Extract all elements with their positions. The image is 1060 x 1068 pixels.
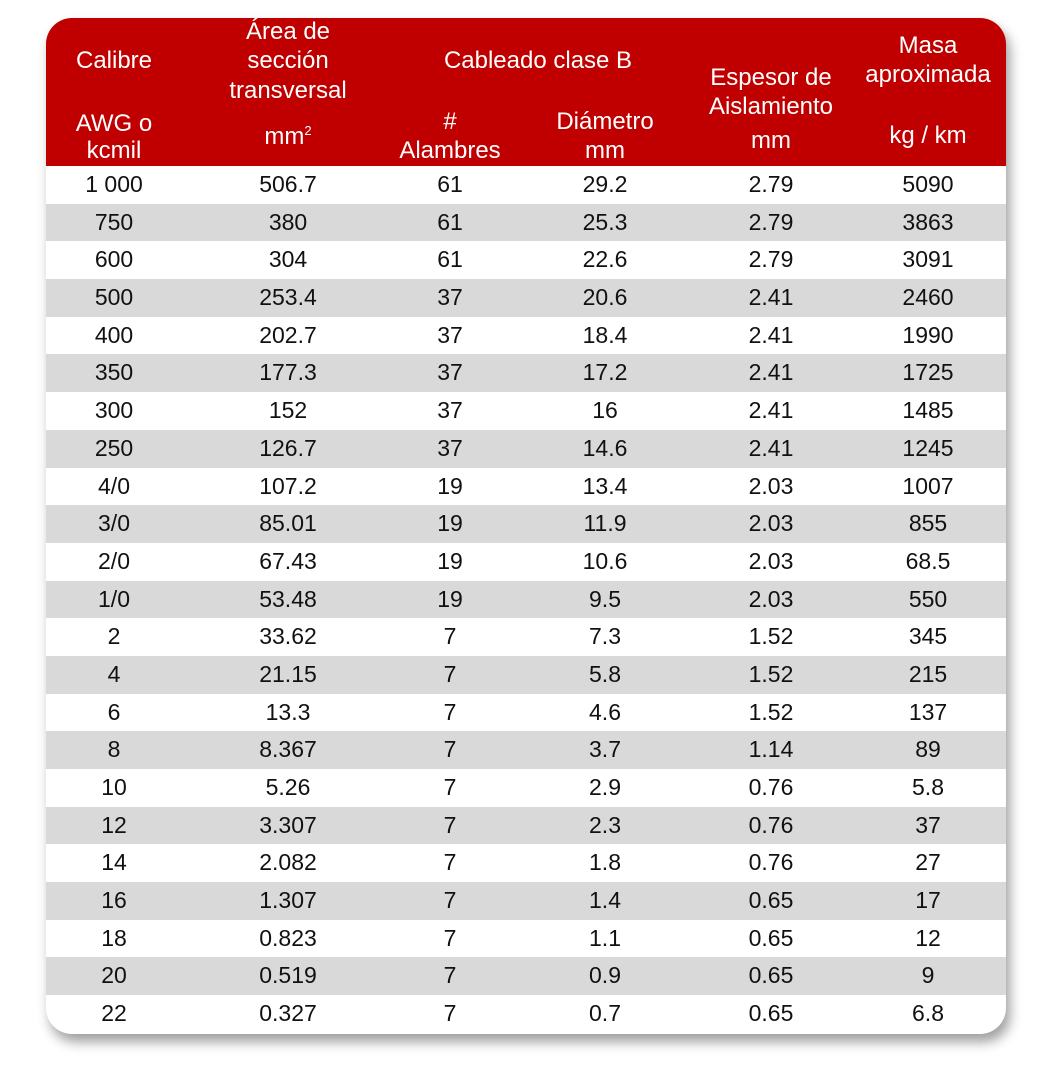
cell-calibre: 4 [107,660,121,687]
cell-calibre: 2/0 [98,547,130,574]
table-row [46,957,1006,995]
cell-area: 253.4 [259,284,317,311]
cell-masa: 855 [908,510,948,537]
cell-diametro: 0.9 [589,962,621,989]
table-row [46,505,1006,543]
cell-diametro: 11.9 [583,510,627,537]
cell-area: 177.3 [259,359,317,386]
cell-espesor: 2.79 [748,171,794,197]
cell-diametro: 0.7 [589,1000,621,1027]
header-awg-line2: kcmil [86,137,142,164]
cell-alambres: 7 [443,623,457,650]
cell-masa: 17 [915,887,941,914]
cell-area: 126.7 [259,434,317,461]
cell-diametro: 2.3 [589,811,621,838]
cell-diametro: 4.6 [589,698,621,725]
cell-area: 380 [268,208,308,235]
cell-area: 304 [268,246,308,273]
cell-area: 2.082 [259,849,317,876]
cell-calibre: 600 [94,246,134,273]
cell-area: 8.367 [259,736,317,763]
cell-calibre: 500 [94,284,134,311]
cell-calibre: 18 [101,924,127,951]
cell-alambres: 7 [443,962,457,989]
cell-calibre: 8 [107,736,121,763]
header-masa-line1: Masa [898,32,958,59]
header-calibre: Calibre [75,47,153,74]
cell-calibre: 4/0 [98,472,130,499]
header-awg-line1: AWG o [75,110,153,137]
cell-masa: 215 [908,660,948,687]
cell-diametro: 25.3 [582,208,628,235]
table-row [46,807,1006,845]
cell-area: 3.307 [259,811,317,838]
cell-diametro: 13.4 [582,472,628,499]
header-masa-unit: kg / km [889,122,967,149]
table-row [46,995,1006,1033]
cell-masa: 3863 [902,208,954,235]
cell-area: 5.26 [265,774,311,800]
cell-calibre: 10 [101,774,127,800]
cell-alambres: 61 [437,246,463,273]
table-row [46,581,1006,619]
cell-diametro: 1.1 [589,924,621,951]
cell-area: 1.307 [259,887,317,914]
cell-masa: 37 [915,811,941,838]
table-row [46,430,1006,468]
cell-calibre: 3/0 [98,510,130,537]
cell-alambres: 7 [443,849,457,876]
table-row [46,279,1006,317]
header-alambres-hash: # [443,108,457,135]
cell-diametro: 20.6 [582,284,628,311]
cell-alambres: 7 [443,698,457,725]
table-row [46,731,1006,769]
header-area-line2: sección [247,47,329,74]
cell-espesor: 1.52 [748,698,794,725]
cell-espesor: 0.65 [748,962,794,989]
cell-calibre: 350 [94,359,134,386]
table-row [46,241,1006,279]
cell-diametro: 1.4 [589,887,621,914]
cell-masa: 137 [908,698,948,725]
cell-espesor: 2.03 [748,472,794,499]
cell-masa: 3091 [902,246,954,273]
cell-diametro: 22.6 [582,246,628,273]
table-row [46,354,1006,392]
cell-diametro: 3.7 [589,736,621,763]
cell-espesor: 1.14 [748,736,794,763]
cell-alambres: 37 [437,284,463,311]
cell-area: 67.43 [259,547,317,574]
cell-diametro: 18.4 [582,321,628,348]
cell-espesor: 0.76 [748,811,794,838]
cell-calibre: 250 [94,434,134,461]
header-area-unit-text: mm [264,123,305,150]
cell-masa: 89 [915,736,941,763]
table-row [46,882,1006,920]
cell-area: 33.62 [259,623,317,650]
cell-espesor: 2.03 [748,510,794,537]
cell-masa: 6.8 [912,1000,944,1027]
cell-espesor: 2.03 [748,585,794,612]
header-espesor-unit: mm [751,127,791,154]
header-area-unit [216,122,360,151]
cell-espesor: 0.65 [748,1000,794,1027]
cell-espesor: 0.76 [748,849,794,876]
cell-calibre: 12 [101,811,127,838]
table-row [46,204,1006,242]
header-area-unit-sup: 2 [304,123,312,138]
cell-alambres: 7 [443,736,457,763]
cell-masa: 550 [908,585,948,612]
table-row [46,468,1006,506]
cell-masa: 1990 [902,321,954,348]
cell-alambres: 7 [443,660,457,687]
table-header [46,18,1006,166]
cell-espesor: 2.41 [748,284,794,311]
cell-alambres: 37 [437,359,463,386]
cell-area: 506.7 [259,171,317,197]
cell-espesor: 1.52 [748,660,794,687]
cell-masa: 12 [915,924,941,951]
cell-calibre: 6 [107,698,121,725]
cell-alambres: 61 [437,171,463,197]
cell-area: 0.519 [259,962,317,989]
cell-masa: 1725 [902,359,954,386]
cell-area: 85.01 [259,510,317,537]
header-masa-line2: aproximada [865,61,991,88]
cell-calibre: 16 [101,887,127,914]
cell-alambres: 37 [437,321,463,348]
table-row [46,844,1006,882]
cell-alambres: 7 [443,887,457,914]
cell-area: 107.2 [259,472,317,499]
cell-alambres: 7 [443,1000,457,1027]
cell-calibre: 300 [94,397,134,424]
cell-diametro: 9.5 [589,585,621,612]
cell-espesor: 1.52 [748,623,794,650]
table-row [46,392,1006,430]
cell-espesor: 2.41 [748,434,794,461]
cell-alambres: 19 [437,472,463,499]
table-row [46,166,1006,204]
cell-espesor: 2.41 [748,321,794,348]
cell-masa: 9 [921,962,935,989]
cell-area: 53.48 [259,585,317,612]
table-row [46,618,1006,656]
cell-masa: 2460 [902,284,954,311]
table-row [46,656,1006,694]
header-espesor-line1: Espesor de [710,64,832,91]
header-alambres-label: Alambres [399,137,501,164]
table-row [46,769,1006,807]
cell-calibre: 750 [94,208,134,235]
cell-calibre: 1/0 [98,585,130,612]
table-row [46,694,1006,732]
cell-masa: 5090 [902,171,954,197]
cell-alambres: 7 [443,924,457,951]
cell-masa: 1485 [902,397,954,424]
header-diametro-label: Diámetro [556,108,654,135]
cell-calibre: 1 000 [85,171,143,197]
cell-calibre: 14 [101,849,127,876]
cell-diametro: 10.6 [582,547,628,574]
cell-calibre: 20 [101,962,127,989]
header-area-line3: transversal [229,77,347,104]
cable-spec-table [46,18,1006,1034]
cell-espesor: 2.41 [748,359,794,386]
cell-espesor: 2.03 [748,547,794,574]
cell-area: 13.3 [265,698,311,725]
header-espesor-line2: Aislamiento [708,93,834,120]
cell-area: 0.823 [259,924,317,951]
cell-area: 202.7 [259,321,317,348]
cell-calibre: 400 [94,321,134,348]
cell-masa: 1245 [902,434,954,461]
cell-diametro: 16 [592,397,618,424]
table-row [46,543,1006,581]
cell-area: 152 [268,397,308,424]
table-row [46,317,1006,355]
header-diametro-unit: mm [585,137,625,164]
cell-masa: 68.5 [905,547,951,574]
cell-diametro: 2.9 [589,774,621,800]
cell-masa: 5.8 [912,774,944,800]
table-body [46,166,1006,1033]
cell-alambres: 37 [437,397,463,424]
cell-espesor: 0.65 [748,924,794,951]
cell-diametro: 14.6 [582,434,628,461]
table-row [46,920,1006,958]
cell-diametro: 7.3 [589,623,621,650]
cell-espesor: 0.76 [748,774,794,800]
cell-alambres: 7 [443,811,457,838]
cell-alambres: 19 [437,510,463,537]
header-area-line1: Área de [245,18,331,45]
cell-alambres: 37 [437,434,463,461]
cell-diametro: 5.8 [589,660,621,687]
cell-espesor: 2.79 [748,208,794,235]
cell-espesor: 0.65 [748,887,794,914]
cell-alambres: 7 [443,774,457,800]
cell-alambres: 19 [437,585,463,612]
cell-masa: 1007 [902,472,954,499]
cell-espesor: 2.41 [748,397,794,424]
header-cableado: Cableado clase B [443,47,633,74]
cell-espesor: 2.79 [748,246,794,273]
cell-calibre: 22 [101,1000,127,1027]
cell-masa: 27 [915,849,941,876]
cell-masa: 345 [908,623,948,650]
cell-alambres: 19 [437,547,463,574]
cell-diametro: 1.8 [589,849,621,876]
cell-calibre: 2 [107,623,121,650]
cell-diametro: 29.2 [582,171,628,197]
cell-area: 21.15 [259,660,317,687]
cell-diametro: 17.2 [582,359,628,386]
cell-alambres: 61 [437,208,463,235]
cell-area: 0.327 [259,1000,317,1027]
